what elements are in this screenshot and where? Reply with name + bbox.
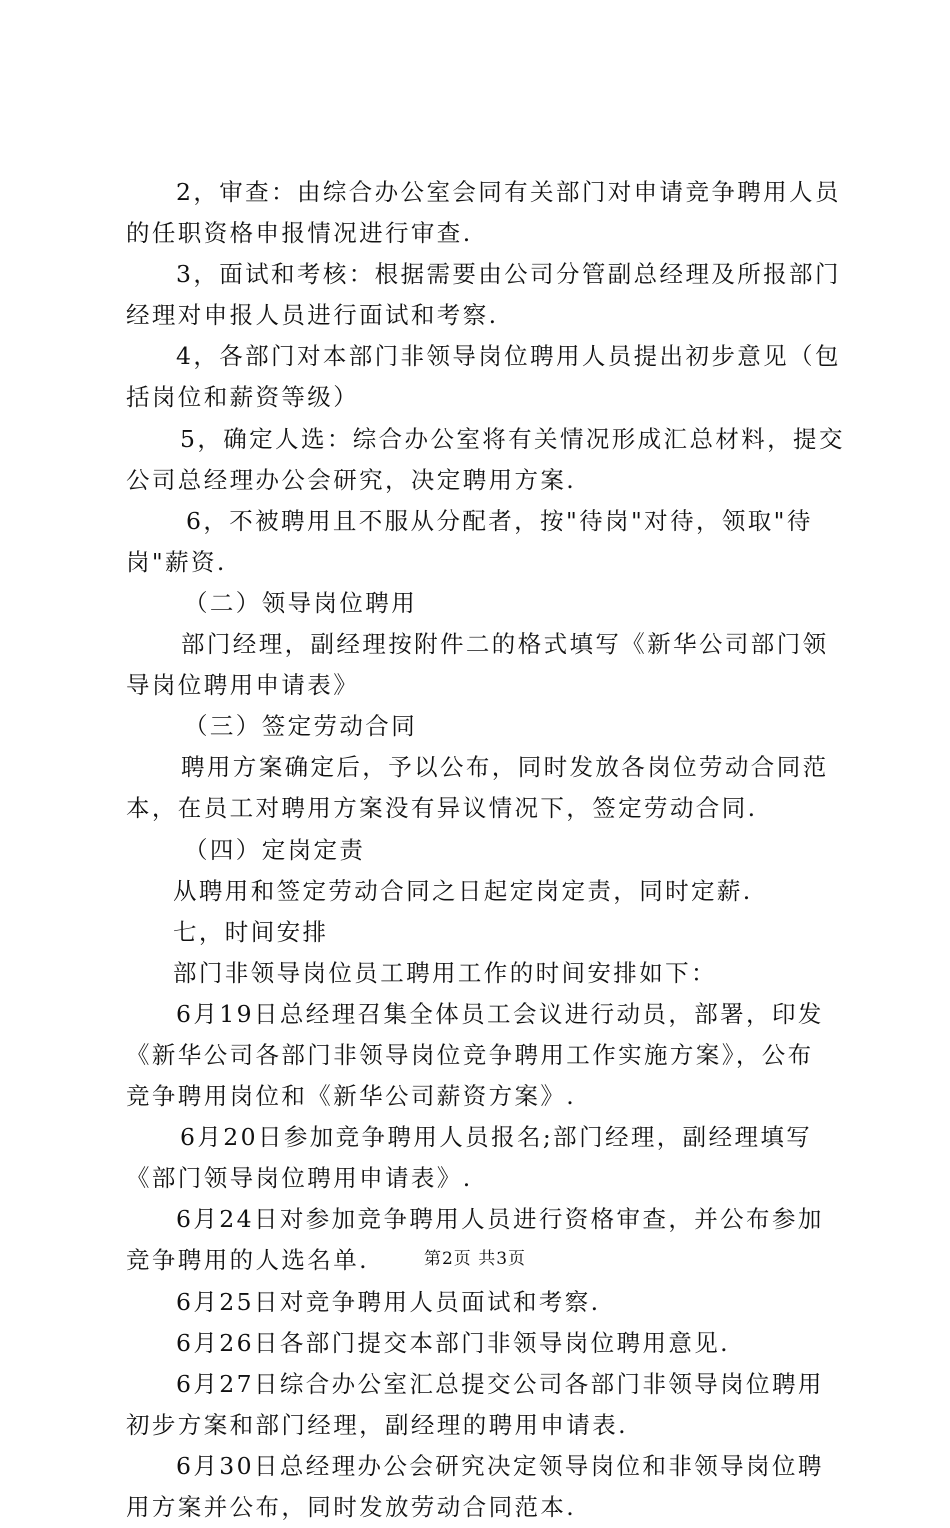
section-heading: 七，时间安排 [173,917,329,946]
text-line: 公司总经理办公会研究，决定聘用方案. [126,465,577,494]
text-line: 3，面试和考核：根据需要由公司分管副总经理及所报部门 [176,260,841,289]
text-line: 部门非领导岗位员工聘用工作的时间安排如下： [173,958,717,987]
text-line: 导岗位聘用申请表》 [126,671,360,700]
text-line: 6月26日各部门提交本部门非领导岗位聘用意见. [176,1328,731,1357]
text-line: 经理对申报人员进行面试和考察. [126,301,499,330]
text-line: 《新华公司各部门非领导岗位竞争聘用工作实施方案》，公布 [126,1040,814,1069]
text-line: 6月25日对竞争聘用人员面试和考察. [176,1287,601,1316]
text-line: 6月30日总经理办公会研究决定领导岗位和非领导岗位聘 [176,1451,824,1480]
text-line: 用方案并公布，同时发放劳动合同范本. [126,1493,577,1521]
section-heading: （二）领导岗位聘用 [184,588,418,617]
text-line: 初步方案和部门经理，副经理的聘用申请表. [126,1410,628,1439]
text-line: 括岗位和薪资等级） [126,383,360,412]
text-line: 从聘用和签定劳动合同之日起定岗定责，同时定薪. [173,876,753,905]
text-line: 6月24日对参加竞争聘用人员进行资格审查，并公布参加 [176,1205,824,1234]
section-heading: （三）签定劳动合同 [184,712,418,741]
text-line: 6月19日总经理召集全体员工会议进行动员，部署，印发 [176,999,824,1028]
text-line: 6月27日综合办公室汇总提交公司各部门非领导岗位聘用 [176,1369,824,1398]
text-line: 5，确定人选：综合办公室将有关情况形成汇总材料，提交 [180,424,845,453]
text-line: 本，在员工对聘用方案没有异议情况下，签定劳动合同. [126,794,758,823]
text-line: 竞争聘用岗位和《新华公司薪资方案》. [126,1082,577,1111]
document-body [126,172,845,1528]
text-line: 2，审查：由综合办公室会同有关部门对申请竞争聘用人员 [176,178,841,206]
text-line: 6月20日参加竞争聘用人员报名;部门经理，副经理填写 [180,1123,813,1152]
text-line: 4，各部门对本部门非领导岗位聘用人员提出初步意见（包 [176,342,841,371]
text-line: 岗"薪资. [126,547,227,576]
text-line: 的任职资格申报情况进行审查. [126,219,473,248]
text-line: 竞争聘用的人选名单. [126,1246,369,1275]
page-number-footer: 第2页 共3页 [423,1249,527,1269]
text-line: 部门经理，副经理按附件二的格式填写《新华公司部门领 [181,630,829,659]
text-line: 聘用方案确定后，予以公布，同时发放各岗位劳动合同范 [181,753,829,782]
section-heading: （四）定岗定责 [184,835,366,864]
text-line: 6，不被聘用且不服从分配者，按"待岗"对待，领取"待 [186,506,813,535]
text-line: 《部门领导岗位聘用申请表》. [126,1164,473,1193]
